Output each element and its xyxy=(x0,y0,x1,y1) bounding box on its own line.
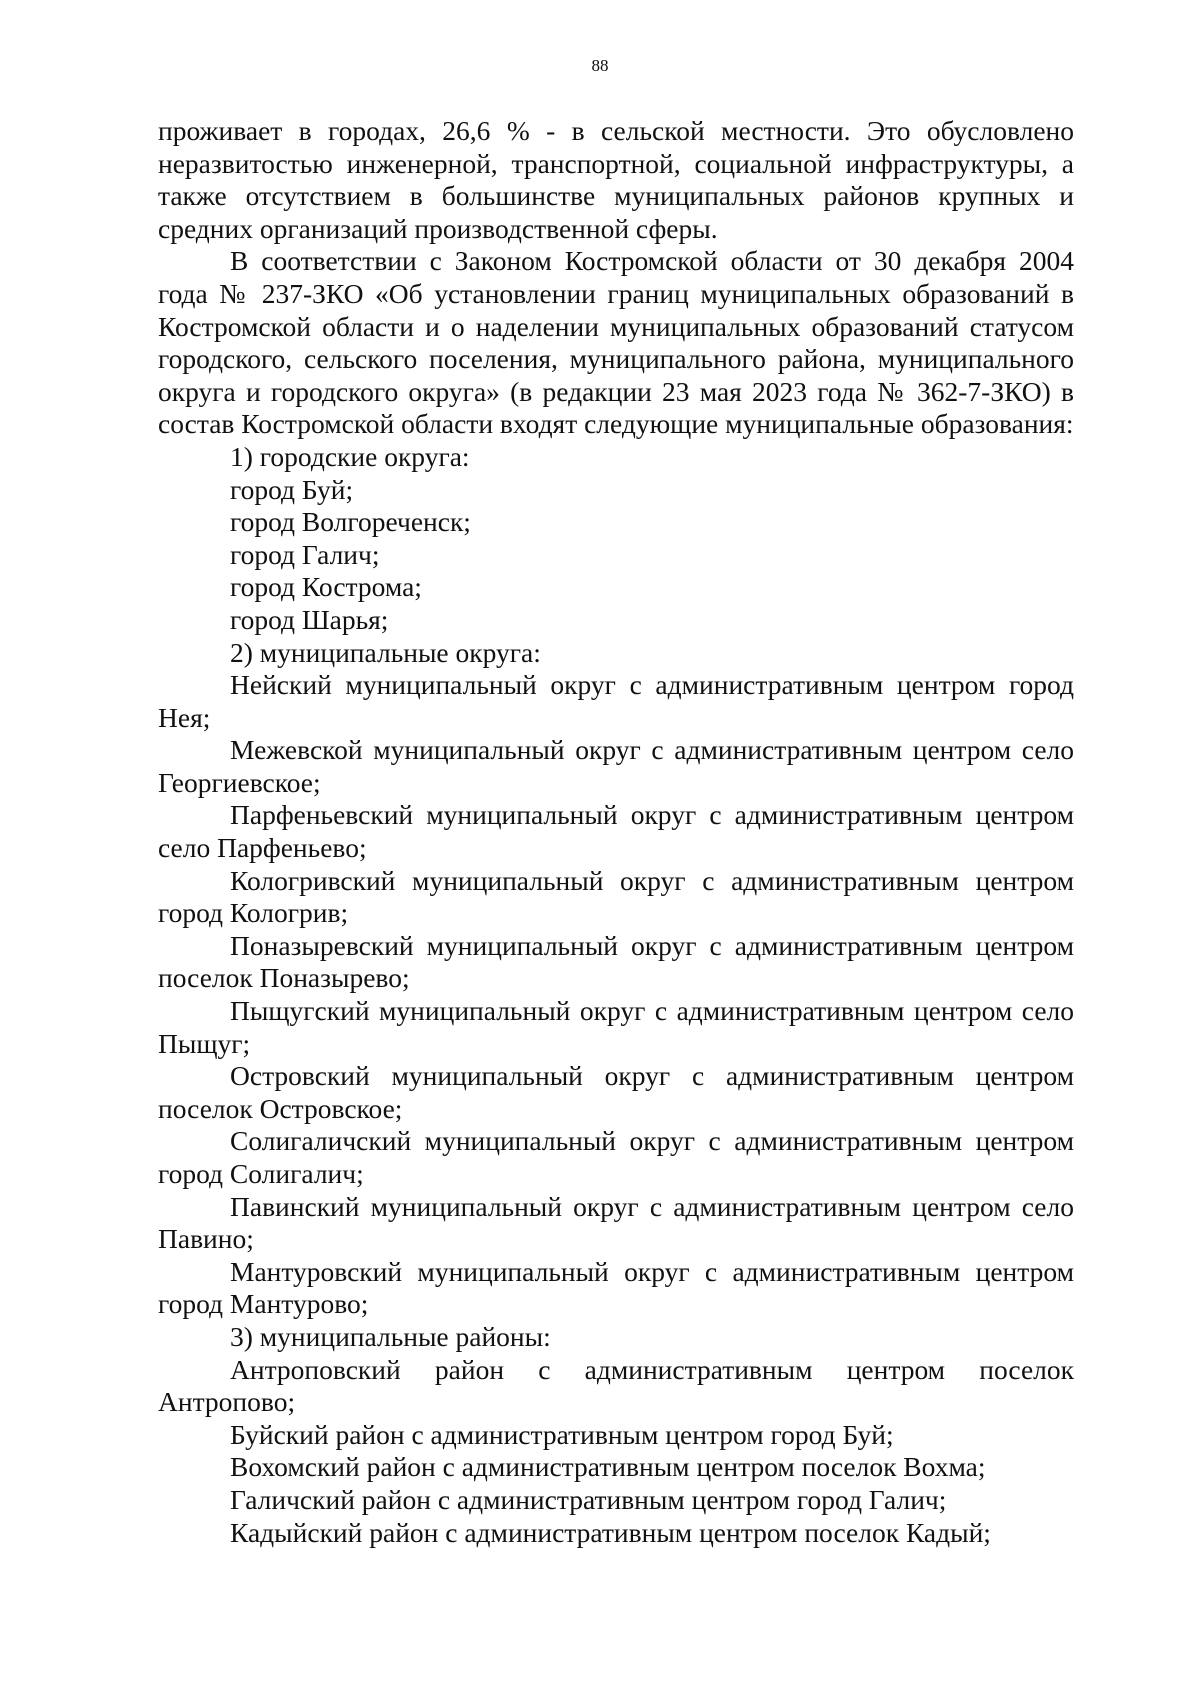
list-item-municipal-district: Буйский район с административным центром город Буй; xyxy=(230,1418,894,1450)
list-item-urban-district: город Шарья; xyxy=(230,603,389,635)
section-heading-municipal-okrugs: 2) муниципальные округа: xyxy=(230,636,541,668)
paragraph-continuation: проживает в городах, 26,6 % - в сельской местности. Это обусловлено неразвитостью инженерной, транспортной, социальной инфраструктуры, а также отсутствием в большинстве муниципальных районов крупных и средних организаций производственной сферы. xyxy=(158,115,1074,244)
list-item-municipal-district: Антроповский район с административным центром поселок Антропово; xyxy=(158,1353,1074,1418)
list-item-urban-district: город Буй; xyxy=(230,473,354,505)
section-heading-municipal-districts: 3) муниципальные районы: xyxy=(230,1320,551,1352)
list-item-municipal-okrug: Нейский муниципальный округ с административным центром город Нея; xyxy=(158,669,1074,733)
list-item-urban-district: город Волгореченск; xyxy=(230,506,471,538)
list-item-urban-district: город Кострома; xyxy=(230,571,422,603)
paragraph-law-reference: В соответствии с Законом Костромской области от 30 декабря 2004 года № 237-ЗКО «Об установлении границ муниципальных образований в Костромской области и о наделении муниципальных образований статусом городского, сельского поселения, муниципального района, муниципального округа и городского округа» (в редакции 23 мая 2023 года № 362-7-ЗКО) в состав Костромской области входят следующие муниципальные образования: xyxy=(158,245,1074,440)
list-item-municipal-district: Вохомский район с административным центром поселок Вохма; xyxy=(230,1451,986,1483)
list-item-municipal-district: Кадыйский район с административным центром поселок Кадый; xyxy=(230,1516,991,1548)
list-item-municipal-okrug: Пыщугский муниципальный округ с административным центром село Пыщуг; xyxy=(158,995,1074,1059)
list-item-municipal-okrug: Мантуровский муниципальный округ с административным центром город Мантурово; xyxy=(158,1255,1074,1320)
list-item-municipal-okrug: Межевской муниципальный округ с административным центром село Георгиевское; xyxy=(158,734,1074,798)
list-item-urban-district: город Галич; xyxy=(230,538,380,570)
list-item-municipal-okrug: Кологривский муниципальный округ с административным центром город Кологрив; xyxy=(158,864,1074,929)
page-number: 88 xyxy=(591,56,609,75)
section-heading-urban-districts: 1) городские округа: xyxy=(230,440,470,472)
list-item-municipal-okrug: Солигаличский муниципальный округ с административным центром город Солигалич; xyxy=(158,1125,1074,1189)
document-body xyxy=(158,115,1074,1549)
list-item-municipal-okrug: Павинский муниципальный округ с административным центром село Павино; xyxy=(158,1190,1074,1255)
list-item-municipal-district: Галичский район с административным центром город Галич; xyxy=(230,1483,947,1515)
list-item-municipal-okrug: Парфеньевский муниципальный округ с административным центром село Парфеньево; xyxy=(158,799,1074,864)
list-item-municipal-okrug: Островский муниципальный округ с административным центром поселок Островское; xyxy=(158,1060,1074,1124)
list-item-municipal-okrug: Поназыревский муниципальный округ с административным центром поселок Поназырево; xyxy=(158,929,1074,994)
